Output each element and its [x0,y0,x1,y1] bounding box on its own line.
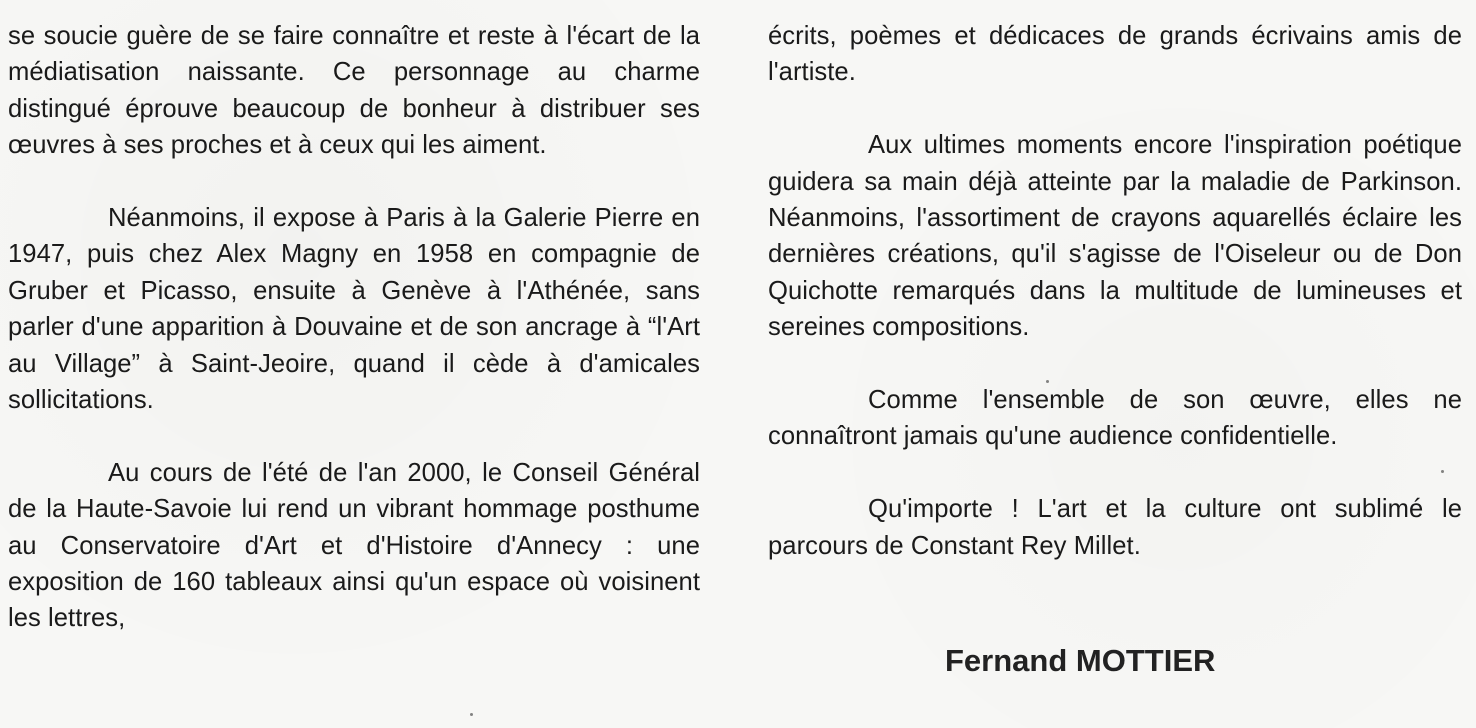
scan-speck [1441,470,1444,473]
left-paragraph-3: Au cours de l'été de l'an 2000, le Conseil Général de la Haute-Savoie lui rend un vibrant hommage posthume au Conservatoire d'Art et d'Histoire d'Annecy : une exposition de 160 tableaux ainsi qu'un espace où voisinent les lettres, [8,458,700,633]
scan-speck [470,713,473,716]
left-paragraph-1: se soucie guère de se faire connaître et reste à l'écart de la médiatisation naissante. Ce personnage au charme distingué éprouve beaucoup de bonheur à distribuer ses œuvres à ses proches et à ceux qui les aiment. [8,22,700,160]
right-paragraph-4: Qu'importe ! L'art et la culture ont sublimé le parcours de Constant Rey Millet. [768,495,1462,560]
left-text-column [8,18,700,673]
right-paragraph-1: écrits, poèmes et dédicaces de grands écrivains amis de l'artiste. [768,22,1462,87]
right-text-column [768,18,1462,600]
right-paragraph-3: Comme l'ensemble de son œuvre, elles ne connaîtront jamais qu'une audience confidentielle. [768,386,1462,451]
author-signature: Fernand MOTTIER [945,643,1216,678]
left-paragraph-2: Néanmoins, il expose à Paris à la Galerie Pierre en 1947, puis chez Alex Magny en 1958 en compagnie de Gruber et Picasso, ensuite à Genève à l'Athénée, sans parler d'une apparition à Douvaine et de son ancrage à “l'Art au Village” à Saint-Jeoire, quand il cède à d'amicales sollicitations. [8,204,700,415]
scan-speck [1046,380,1049,383]
right-paragraph-2: Aux ultimes moments encore l'inspiration poétique guidera sa main déjà atteinte par la maladie de Parkinson. Néanmoins, l'assortiment de crayons aquarellés éclaire les dernières créations, qu'il s'agisse de l'Oiseleur ou de Don Quichotte remarqués dans la multitude de lumineuses et sereines compositions. [768,131,1462,342]
